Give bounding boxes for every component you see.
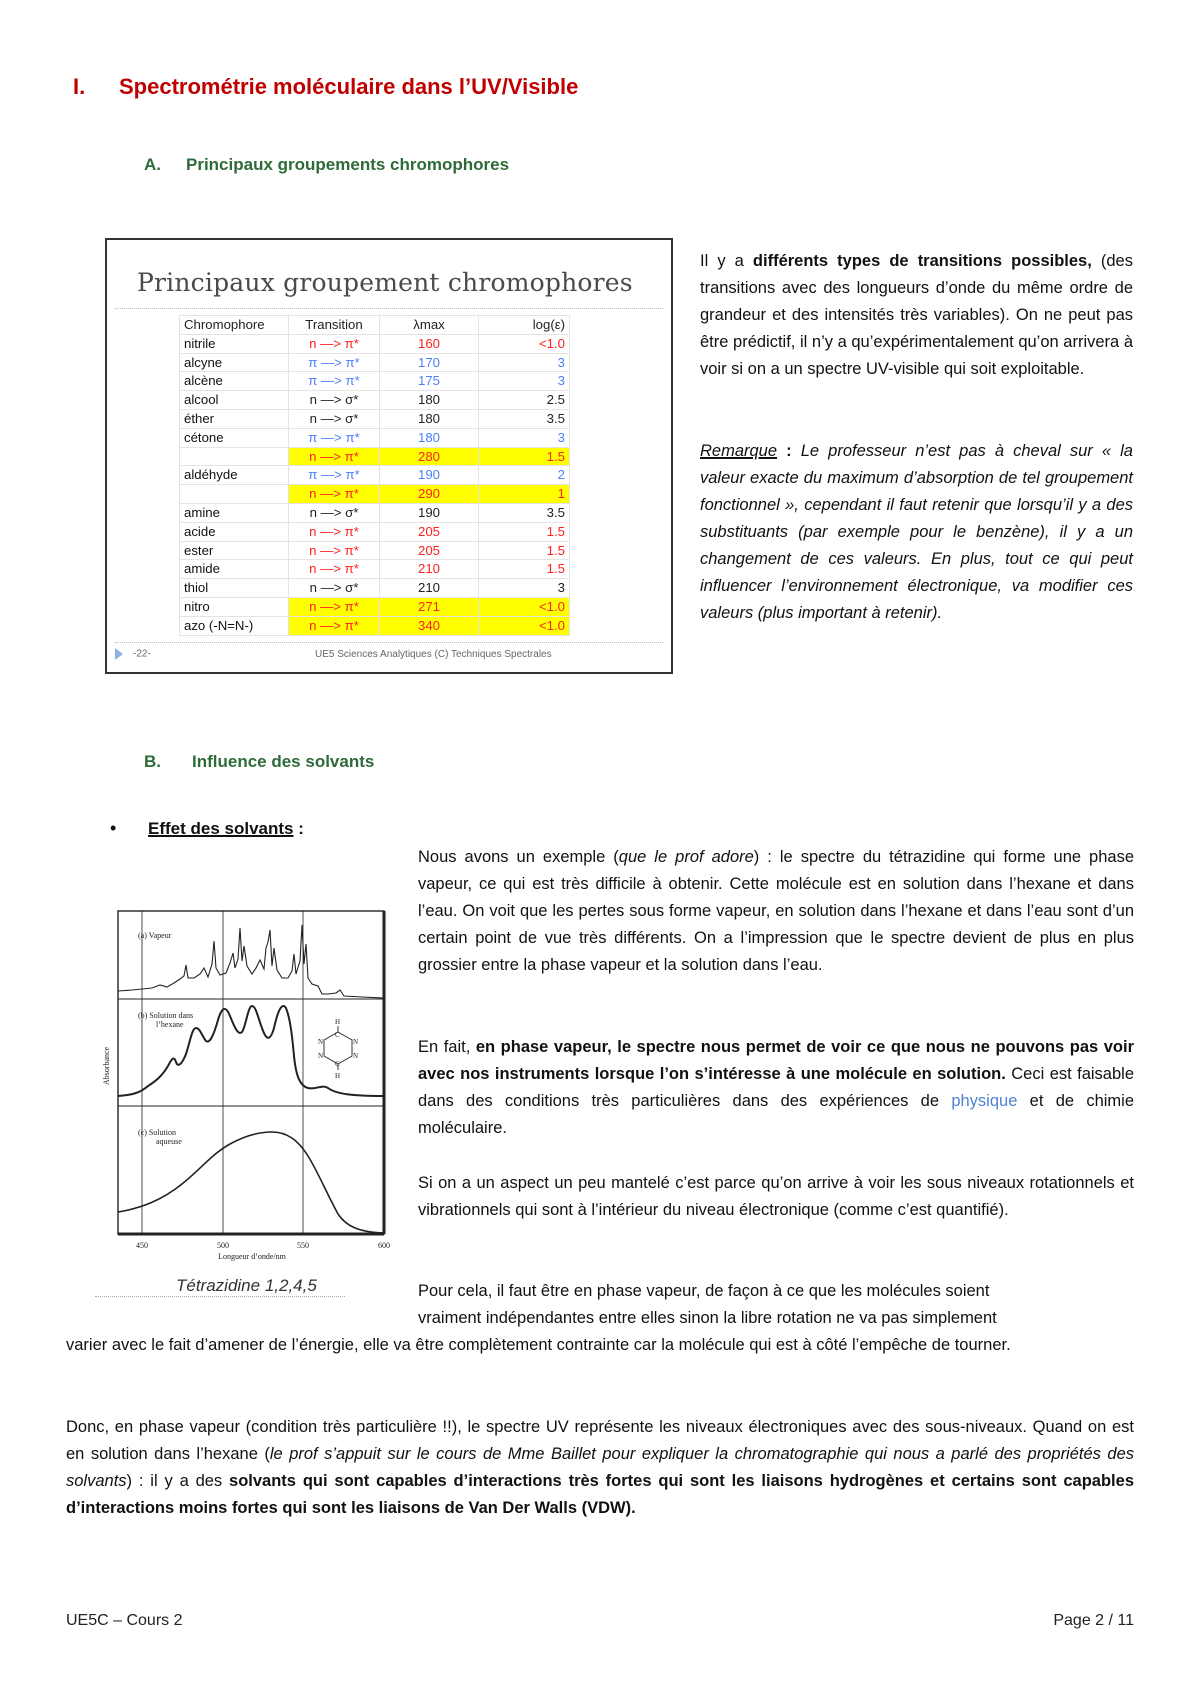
atom-label: H [335,1018,341,1026]
table-cell-lmax: 271 [380,597,479,616]
table-row [180,447,570,466]
table-row [180,616,570,635]
rotation-paragraph-intro [418,1278,1134,1332]
table-cell-lmax: 205 [380,522,479,541]
atom-label: N [318,1038,324,1046]
atom-label: N [353,1038,359,1046]
table-header-row [180,316,570,335]
panel-c-label-2: aqueuse [156,1137,182,1146]
italic-text: que le prof adore [618,848,754,866]
table-cell-transition: n —> σ* [289,503,380,522]
table-cell-loge: 1.5 [479,560,570,579]
text: Nous avons un exemple ( [418,848,619,866]
column-header: log(ε) [479,316,570,335]
table-cell-chromophore: thiol [180,579,289,598]
table-cell-chromophore: nitrile [180,334,289,353]
table-row [180,334,570,353]
table-cell-transition: n —> π* [289,541,380,560]
bullet-suffix: : [293,819,304,838]
rotation-paragraph-rest: varier avec le fait d’amener de l’énergie, elle va être complètement contrainte car la molécule qui est à côté l’empêche de tourner. [66,1336,1011,1354]
vapour-phase-paragraph [418,1034,1134,1142]
table-cell-lmax: 205 [380,541,479,560]
table-cell-chromophore: alcool [180,391,289,410]
table-row [180,353,570,372]
text: ) : le spectre du tétrazidine qui forme une phase vapeur, ce qui est très difficile à obtenir. Cette molécule est en solution dans l’hexane et dans l’eau. On voit que les pertes sous forme vapeur, en solution dans l’hexane et dans l’eau sont d’un certain point de vue très différents. On a l’impression que le spectre devient de plus en plus grossier entre la phase vapeur et la solution dans l’eau. [418,848,1134,974]
conclusion-paragraph [66,1414,1134,1522]
table-cell-transition: n —> π* [289,447,380,466]
caption-divider [95,1296,345,1297]
spectrum-chart [102,906,402,1261]
slide-footer-divider [115,642,663,643]
transitions-paragraph [700,248,1133,383]
chromophore-table [179,315,570,636]
footer-page-number: Page 2 / 11 [1053,1612,1134,1629]
x-tick: 500 [217,1241,229,1250]
table-cell-chromophore: cétone [180,428,289,447]
bold-text: solvants qui sont capables d’interactions très fortes qui sont les liaisons hydrogènes et certains sont capables d’interactions moins fortes qui sont les liaisons de Van Der Walls (VDW). [66,1472,1134,1517]
table-cell-loge: 1.5 [479,447,570,466]
table-cell-lmax: 160 [380,334,479,353]
table-row [180,409,570,428]
table-cell-loge: 2 [479,466,570,485]
remark-label: Remarque [700,442,778,460]
table-cell-lmax: 180 [380,409,479,428]
panel-b-label-2: l’hexane [156,1020,184,1029]
slide-footer [115,648,663,660]
table-cell-loge: 3.5 [479,409,570,428]
table-cell-loge: 3.5 [479,503,570,522]
table-cell-loge: <1.0 [479,334,570,353]
atom-label: C [335,1031,340,1039]
x-tick: 550 [297,1241,309,1250]
table-cell-transition: n —> σ* [289,391,380,410]
text: (des transitions avec des longueurs d’onde du même ordre de grandeur et des intensités très variables). On ne peut pas être prédictif, il n’y a qu’expérimentalement qu’on arrivera à voir si on a un spectre UV-visible qui soit exploitable. [700,252,1133,378]
table-row [180,503,570,522]
table-cell-chromophore: azo (-N=N-) [180,616,289,635]
section-a-heading [144,155,509,175]
x-axis-label: Longueur d’onde/nm [218,1252,286,1261]
table-cell-lmax: 175 [380,372,479,391]
section-b-title: Influence des solvants [192,752,375,771]
column-header: Transition [289,316,380,335]
sub-levels-paragraph: Si on a un aspect un peu mantelé c’est parce qu’on arrive à voir les sous niveaux rotationnels et vibrationnels qui sont à l’intérieur du niveau électronique (comme c’est quantifié). [418,1174,1134,1219]
table-cell-loge: 2.5 [479,391,570,410]
table-cell-transition: n —> π* [289,485,380,504]
slide-page-number: -22- [133,648,151,660]
table-cell-transition: π —> π* [289,372,380,391]
table-cell-lmax: 210 [380,560,479,579]
figure-caption: Tétrazidine 1,2,4,5 [176,1276,317,1295]
section-a-number: A. [144,155,161,174]
table-cell-chromophore: amide [180,560,289,579]
slide-title: Principaux groupement chromophores [137,268,633,297]
panel-b-label: (b) Solution dans [138,1011,194,1020]
text: Ceci est faisable dans des conditions très particulières dans des expériences de [418,1065,1134,1110]
table-cell-loge: 1.5 [479,541,570,560]
text: Donc, en phase vapeur (condition très particulière !!), le spectre UV représente les niveaux électroniques avec des sous-niveaux. Quand on est en solution dans l’hexane ( [66,1418,1134,1463]
section-b-number: B. [144,752,161,771]
table-cell-transition: n —> π* [289,334,380,353]
x-tick: 600 [378,1241,390,1250]
table-row [180,560,570,579]
table-cell-loge: 3 [479,579,570,598]
table-cell-lmax: 340 [380,616,479,635]
text: En fait, [418,1038,476,1056]
panel-c-label: (c) Solution [138,1128,176,1137]
table-cell-transition: π —> π* [289,353,380,372]
table-cell-chromophore: acide [180,522,289,541]
y-axis-label: Absorbance [102,1046,111,1086]
heading-1 [73,74,578,100]
atom-label: N [353,1052,359,1060]
table-cell-lmax: 290 [380,485,479,504]
table-cell-chromophore: alcène [180,372,289,391]
remark-separator: : [777,442,801,460]
table-cell-chromophore [180,485,289,504]
text: ) : il y a des [126,1472,230,1490]
remark-paragraph [700,438,1133,627]
table-cell-loge: 3 [479,428,570,447]
table-cell-lmax: 180 [380,391,479,410]
heading-1-number: I. [73,74,86,99]
text-line: Pour cela, il faut être en phase vapeur, de façon à ce que les molécules soient [418,1282,990,1300]
table-cell-chromophore: ester [180,541,289,560]
table-cell-transition: n —> π* [289,616,380,635]
table-row [180,428,570,447]
text: Il y a [700,252,753,270]
table-cell-chromophore: nitro [180,597,289,616]
bullet-effet-solvants [110,818,304,839]
table-cell-transition: n —> σ* [289,579,380,598]
table-cell-loge: <1.0 [479,597,570,616]
heading-1-text: Spectrométrie moléculaire dans l’UV/Visible [119,74,579,99]
table-cell-loge: 3 [479,372,570,391]
tetrazidine-spectrum-figure [102,906,402,1261]
atom-label: C [335,1060,340,1068]
table-cell-transition: n —> σ* [289,409,380,428]
table-cell-transition: π —> π* [289,428,380,447]
atom-label: H [335,1072,341,1080]
panel-a-label: (a) Vapeur [138,931,172,940]
table-cell-chromophore: alcyne [180,353,289,372]
table-row [180,522,570,541]
table-cell-chromophore [180,447,289,466]
table-cell-lmax: 210 [380,579,479,598]
tetrazidine-paragraph [418,844,1134,979]
bold-text: différents types de transitions possibles, [752,252,1092,270]
italic-text: le prof s’appuit sur le cours de Mme Baillet pour expliquer la chromatographie qui nous a parlé des propriétés des solvants [66,1445,1134,1490]
table-cell-loge: <1.0 [479,616,570,635]
bold-text: en phase vapeur, le spectre nous permet de voir ce que nous ne pouvons pas voir avec nos instruments lorsque l’on s’intéresse à une molécule en solution. [418,1038,1134,1083]
footer-course: UE5C – Cours 2 [66,1612,183,1629]
x-tick: 450 [136,1241,148,1250]
table-cell-transition: n —> π* [289,597,380,616]
table-cell-lmax: 180 [380,428,479,447]
column-header: Chromophore [180,316,289,335]
atom-label: N [318,1052,324,1060]
table-cell-transition: n —> π* [289,560,380,579]
table-row [180,541,570,560]
table-cell-loge: 1 [479,485,570,504]
table-cell-chromophore: aldéhyde [180,466,289,485]
table-cell-chromophore: amine [180,503,289,522]
bullet-icon: • [110,818,117,838]
bullet-label: Effet des solvants [148,819,294,838]
table-row [180,579,570,598]
table-cell-loge: 1.5 [479,522,570,541]
section-a-title: Principaux groupements chromophores [186,155,510,174]
table-row [180,466,570,485]
text: et de chimie moléculaire. [418,1092,1135,1137]
table-row [180,597,570,616]
table-cell-lmax: 190 [380,503,479,522]
table-row [180,485,570,504]
table-cell-lmax: 280 [380,447,479,466]
table-row [180,391,570,410]
table-cell-lmax: 190 [380,466,479,485]
slide-source: UE5 Sciences Analytiques (C) Techniques Spectrales [315,649,552,660]
section-b-heading [144,752,374,772]
table-cell-lmax: 170 [380,353,479,372]
table-cell-transition: n —> π* [289,522,380,541]
text-line: vraiment indépendantes entre elles sinon la libre rotation ne va pas simplement [418,1309,997,1327]
remark-text: Le professeur n’est pas à cheval sur « la valeur exacte du maximum d’absorption de tel groupement fonctionnel », cependant il faut retenir que lorsqu’il y a des substituants (par exemple pour le benzène), il y a un changement de ces valeurs. En plus, tout ce qui peut influencer l’environnement électronique, va modifier ces valeurs (plus important à retenir). [700,442,1133,622]
table-cell-chromophore: éther [180,409,289,428]
triangle-icon [115,648,123,660]
table-cell-transition: π —> π* [289,466,380,485]
slide-divider [115,308,663,309]
physique-link[interactable]: physique [951,1092,1018,1110]
table-row [180,372,570,391]
table-cell-loge: 3 [479,353,570,372]
column-header: λmax [380,316,479,335]
chromophore-slide-image [105,238,673,674]
